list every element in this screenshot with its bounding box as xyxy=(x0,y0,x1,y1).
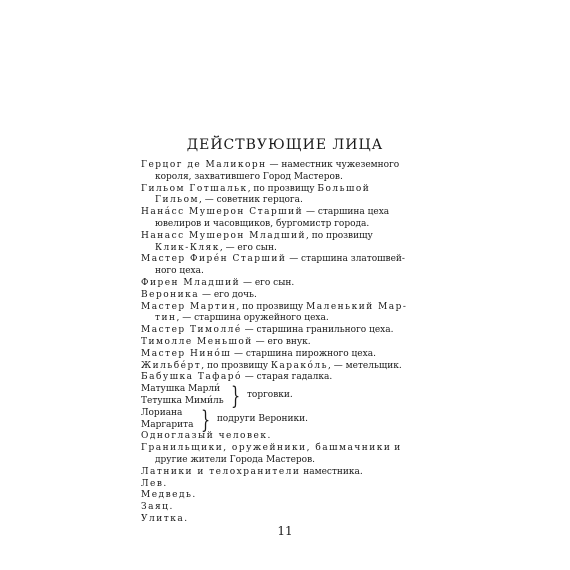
character-name: тин xyxy=(155,313,177,324)
cast-extra-line xyxy=(141,502,441,514)
character-name: Герцог де Маликорн xyxy=(141,160,267,170)
character-name: Медведь. xyxy=(141,490,197,501)
cast-line xyxy=(141,219,441,231)
cast-line xyxy=(141,195,441,207)
character-name: Фирен Младший xyxy=(141,277,241,288)
curly-brace-icon: } xyxy=(200,405,210,434)
character-name: Матушка Марли́ xyxy=(141,384,221,395)
character-description: — старшина цеха xyxy=(303,207,390,218)
cast-extra-line xyxy=(141,455,441,467)
character-description: , по прозвищу xyxy=(247,183,318,194)
character-description: — его дочь. xyxy=(199,289,257,300)
character-name: Тетушка Мими́ль xyxy=(141,395,224,406)
character-description: — наместник чужеземного xyxy=(266,160,400,170)
cast-group-names xyxy=(141,384,224,408)
character-name: Одноглазый человек. xyxy=(141,431,272,442)
cast-group xyxy=(141,405,441,434)
character-name: Маргарита xyxy=(141,419,194,430)
page-number: 11 xyxy=(277,524,293,538)
character-description: — старая гадалка. xyxy=(241,372,333,383)
character-name: Клик-Кляк xyxy=(155,242,220,253)
character-description: ного цеха. xyxy=(155,266,204,277)
cast-line xyxy=(141,231,441,243)
character-description: ювелиров и часовщиков, бургомистр города. xyxy=(155,218,370,229)
character-name: Мастер Фирéн Старший xyxy=(141,254,287,265)
character-description: — старшина златошвей- xyxy=(286,254,405,265)
cast-line xyxy=(141,243,441,255)
group-role: торговки. xyxy=(246,390,293,401)
character-name: Нанасс Мушерон Младший xyxy=(141,230,306,241)
character-description: , — старшина оружейного цеха. xyxy=(176,313,329,324)
character-description: , по прозвищу xyxy=(305,230,373,241)
cast-line xyxy=(141,172,441,184)
cast-line xyxy=(141,278,441,290)
group-role: подруги Вероники. xyxy=(216,413,309,424)
cast-line xyxy=(141,207,441,219)
character-nickname: Маленький Мар- xyxy=(306,301,408,312)
page-title: ДЕЙСТВУЮЩИЕ ЛИЦА xyxy=(186,137,384,153)
character-name: Лев. xyxy=(141,478,168,489)
character-description: — его сын. xyxy=(240,277,295,288)
cast-extra-line xyxy=(141,431,441,443)
character-description: другие жители Города Мастеров. xyxy=(155,454,316,465)
character-name: Мастер Мартин xyxy=(141,301,237,312)
cast-list xyxy=(141,160,441,526)
cast-line xyxy=(141,361,441,373)
character-name: Вероника xyxy=(141,289,200,300)
cast-line xyxy=(141,302,441,314)
character-name: Мастер Тимолле́ xyxy=(141,325,242,336)
cast-line xyxy=(141,160,441,172)
cast-extra-line xyxy=(141,467,441,479)
character-name: Нана́сс Мушерон Старший xyxy=(141,207,304,218)
cast-line xyxy=(141,349,441,361)
character-description: , — его сын. xyxy=(219,242,277,253)
cast-line xyxy=(141,266,441,278)
character-description: и xyxy=(391,443,401,454)
character-name: Латники и телохранители xyxy=(141,466,301,477)
character-name: Гильом Готшальк xyxy=(141,183,248,194)
cast-line xyxy=(141,254,441,266)
cast-group-names xyxy=(141,408,194,432)
cast-line xyxy=(141,325,441,337)
cast-line xyxy=(141,290,441,302)
cast-line xyxy=(141,184,441,196)
character-description: — старшина гранильного цеха. xyxy=(241,325,394,336)
character-description: , — метельщик. xyxy=(328,360,402,371)
cast-extra-line xyxy=(141,479,441,491)
character-name: Улитка. xyxy=(141,513,189,524)
character-nickname: Карако́ль xyxy=(270,360,329,371)
character-description: , по прозвищу xyxy=(236,301,307,312)
character-name: Жильбе́рт xyxy=(141,360,202,371)
cast-extra-line xyxy=(141,443,441,455)
character-name: Лориана xyxy=(141,407,183,418)
character-description: — старшина пирожного цеха. xyxy=(231,348,376,359)
cast-group xyxy=(141,381,441,410)
cast-extra-line xyxy=(141,490,441,502)
character-name: Бабушка Тафаро́ xyxy=(141,372,242,383)
character-nickname: Большой xyxy=(317,183,371,194)
character-description: наместника. xyxy=(300,466,363,477)
character-description: — его внук. xyxy=(252,336,311,347)
cast-line xyxy=(141,313,441,325)
character-name: Гранильщики, оружейники, башмачники xyxy=(141,443,392,454)
character-description: , — советник герцога. xyxy=(199,195,303,206)
character-description: , по прозвищу xyxy=(201,360,271,371)
character-description: короля, захватившего Город Мастеров. xyxy=(155,171,343,182)
cast-line xyxy=(141,372,441,384)
character-name: Мастер Нино́ш xyxy=(141,348,232,359)
character-name: Гильом xyxy=(155,195,199,206)
character-name: Тимолле Меньшой xyxy=(141,336,253,347)
character-name: Заяц. xyxy=(141,502,174,513)
curly-brace-icon: } xyxy=(230,381,240,410)
cast-line xyxy=(141,337,441,349)
